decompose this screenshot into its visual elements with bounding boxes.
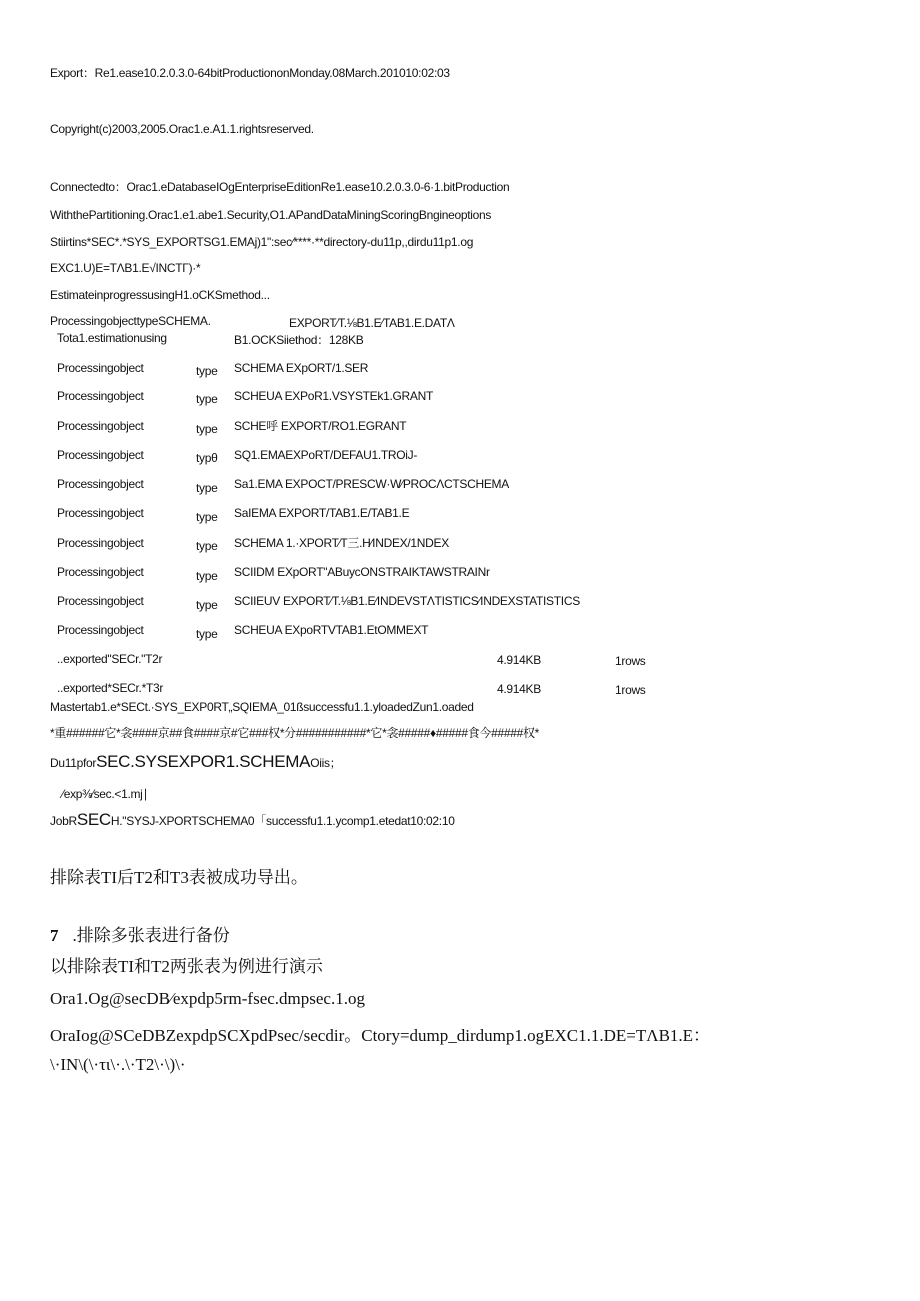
command-line-3: \·IN\(\·τι\·.\·T2\·\)\·	[50, 1055, 186, 1074]
log-job-suffix: H."SYSJ-XPORTSCHEMA0「successfu1.1.ycomp1.etedat10:02:10	[110, 814, 455, 828]
log-starting: Stiirtins*SEC*.*SYS_EXPORTSG1.EMAj)1":sec⁄****·**directory-du11p,,dirdu11p1.og	[50, 235, 474, 249]
processing-row-label: Processingobject	[57, 536, 144, 550]
log-dumpfile: ⁄exp⅜⁄sec.<1.mj∣	[62, 787, 149, 801]
log-job	[50, 810, 455, 829]
command-line-2: OraIog@SCeDBZexpdpSCXpdPsec/secdir。Ctory=dump_dirdump1.ogEXC1.1.DE=TΛB1.E：	[50, 1026, 711, 1045]
log-dump-suffix: Oiis；	[310, 756, 342, 770]
processing-row-type: type	[196, 569, 218, 583]
command-line-1: Ora1.Og@secDB⁄expdp5rm-fsec.dmpsec.1.og	[50, 989, 365, 1008]
processing-row-type: type	[196, 364, 218, 378]
intro-paragraph: 以排除表TI和T2两张表为例进行演示	[50, 957, 323, 976]
exported-row-label: ..exported"SECr."T2r	[57, 652, 163, 666]
log-estimate: EstimateinprogressusingH1.oCKSmethod...	[50, 288, 270, 302]
processing-row-label: Processingobject	[57, 594, 144, 608]
note-paragraph: 排除表TI后T2和T3表被成功导出。	[50, 868, 308, 887]
log-dump-prefix: Du11pfor	[50, 756, 97, 770]
exported-row-label: ..exported*SECr.*T3r	[57, 681, 164, 695]
processing-row-label: Processingobject	[57, 506, 144, 520]
processing-row-path: SCIIDM EXpORT"ABuycONSTRAIKTAWSTRAINr	[234, 565, 490, 579]
processing-row-label: Processingobject	[57, 419, 144, 433]
log-dump	[50, 752, 342, 771]
processing-row-path: SCHE呼 EXPORT/RO1.EGRANT	[234, 419, 407, 433]
exported-row-count: 1rows	[615, 654, 646, 668]
log-job-prefix: JobR	[50, 814, 77, 828]
processing-row-type: type	[196, 392, 218, 406]
exported-row-size: 4.914KB	[497, 682, 541, 696]
processing-row-path: SCHEUA EXPoR1.VSYSTEk1.GRANT	[234, 389, 433, 403]
log-processing-schema-path: EXPORT⁄T.⅛B1.E⁄TAB1.E.DATΛ	[289, 316, 455, 330]
log-connected: Connectedto：Orac1.eDatabaseIOgEnterpriseEditionRe1.ease10.2.0.3.0-6·1.bitProduction	[50, 180, 510, 194]
log-job-schema: SEC	[76, 810, 111, 829]
processing-row-path: SCHEMA EXpORT/1.SER	[234, 361, 369, 375]
processing-row-type: type	[196, 422, 218, 436]
processing-row-label: Processingobject	[57, 477, 144, 491]
processing-row-label: Processingobject	[57, 623, 144, 637]
processing-row-type: type	[196, 510, 218, 524]
processing-row-label: Processingobject	[57, 565, 144, 579]
processing-row-label: Processingobject	[57, 448, 144, 462]
log-stars: *重######它*衾####京##食####京#它###权*分###########*它*衾#####♦#####食今#####权*	[50, 726, 540, 740]
processing-row-path: SCIIEUV EXPORT⁄T.⅛B1.E⁄INDEVSTΛTISTICS⁄INDEXSTATISTICS	[234, 594, 580, 608]
processing-row-path: SQ1.EMAEXPoRT/DEFAU1.TROiJ-	[234, 448, 418, 462]
section-number: 7	[50, 926, 59, 945]
processing-row-type: type	[196, 481, 218, 495]
processing-row-type: typθ	[196, 451, 218, 465]
processing-row-path: SCHEMA 1.·XPORT⁄T三.H⁄INDEX/1NDEX	[234, 536, 449, 550]
exported-row-size: 4.914KB	[497, 653, 541, 667]
log-options: WiththePartitioning.Orac1.e1.abe1.Security,O1.APandDataMiningScoringBngineoptions	[50, 208, 492, 222]
log-master: Mastertab1.e*SECt.·SYS_EXP0RT„SQIEMA_01ßsuccessfu1.1.yloadedZun1.oaded	[50, 700, 474, 714]
log-total-label: Tota1.estimationusing	[57, 331, 167, 345]
log-dump-schema: SEC.SYSEXPOR1.SCHEMA	[96, 752, 311, 771]
exported-row-count: 1rows	[615, 683, 646, 697]
section-heading	[50, 926, 230, 946]
log-exclude: EXC1.U)E=TΛB1.E√INCTΓ)·*	[50, 261, 201, 275]
processing-row-type: type	[196, 627, 218, 641]
processing-row-label: Processingobject	[57, 361, 144, 375]
processing-row-path: SCHEUA EXpoRTVTAB1.EtOMMEXT	[234, 623, 429, 637]
processing-row-type: type	[196, 598, 218, 612]
processing-row-path: SaIEMA EXPORT/TAB1.E/TAB1.E	[234, 506, 410, 520]
section-title: .排除多张表进行备份	[72, 926, 230, 945]
log-total-value: B1.OCKSiiethod：128KB	[234, 333, 364, 347]
log-copyright: Copyright(c)2003,2005.Orac1.e.A1.1.rightsreserved.	[50, 122, 314, 136]
log-export-line: Export：Re1.ease10.2.0.3.0-64bitProductiononMonday.08March.201010:02:03	[50, 66, 450, 80]
log-processing-schema-label: ProcessingobjecttypeSCHEMA.	[50, 314, 211, 328]
processing-row-label: Processingobject	[57, 389, 144, 403]
processing-row-type: type	[196, 539, 218, 553]
processing-row-path: Sa1.EMA EXPOCT/PRESCW·W⁄PROCΛCTSCHEMA	[234, 477, 509, 491]
